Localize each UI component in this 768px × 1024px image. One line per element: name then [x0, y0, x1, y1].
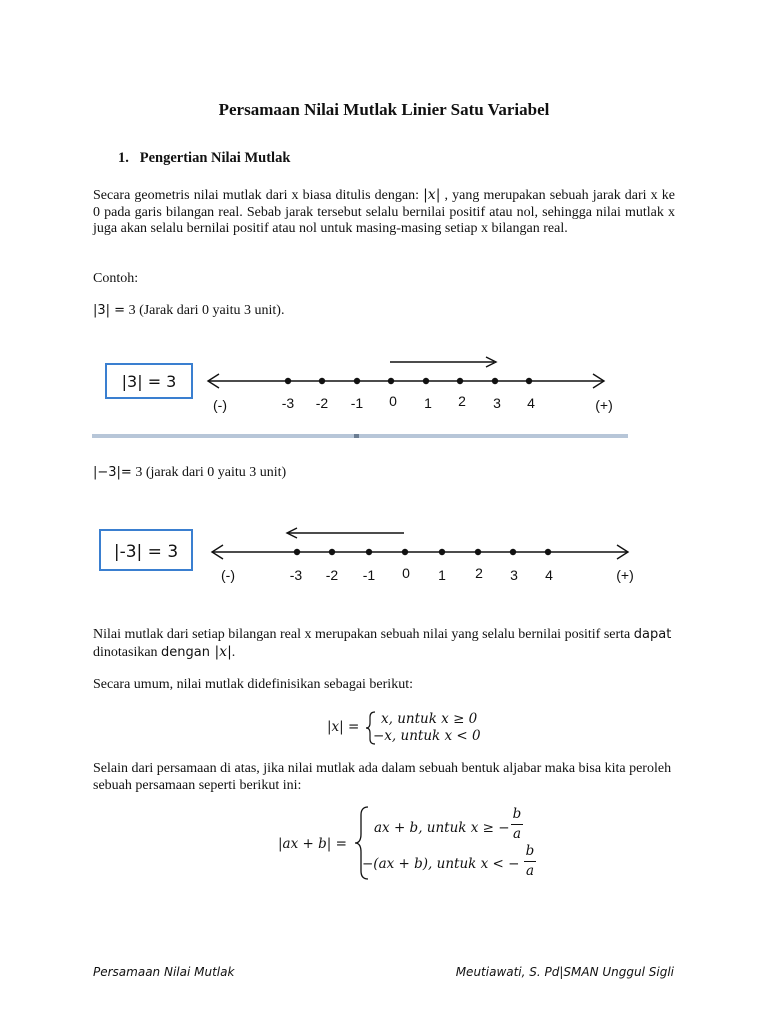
- tick-dot: [319, 378, 325, 384]
- tick-label: 0: [402, 565, 410, 581]
- paragraph-algebra-intro: Selain dari persamaan di atas, jika nilai mutlak ada dalam sebuah bentuk aljabar maka bisa kita peroleh sebuah persamaan seperti berikut ini:: [93, 761, 672, 793]
- equation-1-case-2: −x, untuk x < 0: [373, 728, 481, 744]
- section-number: 1.: [118, 150, 129, 166]
- equation-1-lhs: |x| =: [327, 719, 360, 735]
- tick-label: -3: [281, 395, 295, 411]
- fraction-bar: [511, 824, 523, 825]
- equation-2-frac-1-den: a: [512, 826, 522, 842]
- negative-label: (-): [213, 397, 227, 413]
- section-title: Pengertian Nilai Mutlak: [139, 150, 291, 166]
- equation-2-case-2: −(ax + b), untuk x < −: [362, 856, 520, 872]
- tick-label: -2: [315, 395, 329, 411]
- para2-text-pre: Nilai mutlak dari setiap bilangan real x merupakan sebuah nilai yang selalu bernilai positif serta: [93, 627, 634, 642]
- tick-dot: [294, 549, 300, 555]
- equation-2-lhs: |ax + b| =: [278, 836, 347, 852]
- tick-label: 3: [493, 395, 501, 411]
- equation-2-frac-1-num: b: [512, 806, 522, 822]
- example-2-expression: |−3|=: [93, 465, 132, 480]
- equation-1-case-1: x, untuk x ≥ 0: [381, 711, 478, 727]
- rule-marker: [354, 434, 359, 438]
- example-2-line: [93, 465, 675, 482]
- intro-text-pre: Secara geometris nilai mutlak dari x biasa ditulis dengan:: [93, 188, 424, 203]
- para2-dengan: dengan: [161, 644, 210, 660]
- para2-dapat: dapat: [633, 627, 672, 642]
- tick-dot: [285, 378, 291, 384]
- para2-abs-symbol: |x|: [210, 643, 232, 660]
- tick-label: -3: [289, 567, 303, 583]
- abs-box-label: |3| = 3: [121, 372, 177, 391]
- example-1-text: 3 (Jarak dari 0 yaitu 3 unit).: [125, 303, 285, 318]
- example-2-text: 3 (jarak dari 0 yaitu 3 unit): [131, 465, 287, 480]
- number-line-figure-1: [92, 328, 628, 442]
- paragraph-definition-intro: Secara umum, nilai mutlak didefinisikan sebagai berikut:: [93, 677, 413, 692]
- equation-2-frac-2-den: a: [525, 863, 535, 879]
- tick-dot: [492, 378, 498, 384]
- tick-dot: [475, 549, 481, 555]
- tick-dot: [457, 378, 463, 384]
- footer-left: Persamaan Nilai Mutlak: [93, 965, 235, 979]
- positive-label: (+): [595, 397, 613, 413]
- tick-dot: [423, 378, 429, 384]
- tick-label: 2: [475, 565, 483, 581]
- tick-dot: [354, 378, 360, 384]
- tick-label: 0: [389, 393, 397, 409]
- paragraph-notation: [93, 627, 675, 661]
- tick-dot: [329, 549, 335, 555]
- tick-label: 1: [424, 395, 432, 411]
- abs-box-label: |-3| = 3: [113, 542, 179, 562]
- tick-label: 4: [527, 395, 535, 411]
- tick-dot: [366, 549, 372, 555]
- equation-2-frac-2-num: b: [525, 843, 535, 859]
- figure-bottom-rule: [92, 434, 628, 438]
- tick-dot: [545, 549, 551, 555]
- example-1-line: [93, 303, 675, 320]
- contoh-label: Contoh:: [93, 271, 139, 286]
- section-heading: [118, 150, 290, 167]
- para2-end: .: [231, 644, 236, 660]
- fraction-bar: [524, 861, 536, 862]
- tick-dot: [510, 549, 516, 555]
- tick-label: 2: [458, 393, 466, 409]
- example-1-expression: |3| =: [93, 303, 126, 318]
- tick-label: -2: [325, 567, 339, 583]
- positive-label: (+): [616, 567, 634, 583]
- equation-2-case-1: ax + b, untuk x ≥ −: [374, 820, 510, 836]
- tick-dot: [388, 378, 394, 384]
- tick-dot: [526, 378, 532, 384]
- tick-label: 3: [510, 567, 518, 583]
- abs-x-symbol: |x|: [423, 187, 441, 203]
- tick-dot: [439, 549, 445, 555]
- equation-abs-definition: [327, 711, 527, 745]
- intro-text-post: , yang merupakan sebuah jarak dari x ke 0 pada garis bilangan real. Sebab jarak tersebut selalu bernilai positif atau nol, sehingga nilai mutlak x juga akan selalu bernilai positif atau nol untuk masing-masing setiap x bilangan real.: [93, 188, 675, 236]
- negative-label: (-): [221, 567, 235, 583]
- equation-linear-abs: [278, 806, 548, 882]
- page-title: Persamaan Nilai Mutlak Linier Satu Variabel: [218, 100, 550, 119]
- tick-dot: [402, 549, 408, 555]
- footer-right: Meutiawati, S. Pd|SMAN Unggul Sigli: [455, 965, 674, 979]
- intro-paragraph: [93, 187, 675, 238]
- tick-label: -1: [362, 567, 376, 583]
- para2-text-mid: dinotasikan: [93, 644, 162, 660]
- number-line-figure-2: [92, 500, 652, 608]
- tick-label: -1: [350, 395, 364, 411]
- tick-label: 4: [545, 567, 553, 583]
- tick-label: 1: [438, 567, 446, 583]
